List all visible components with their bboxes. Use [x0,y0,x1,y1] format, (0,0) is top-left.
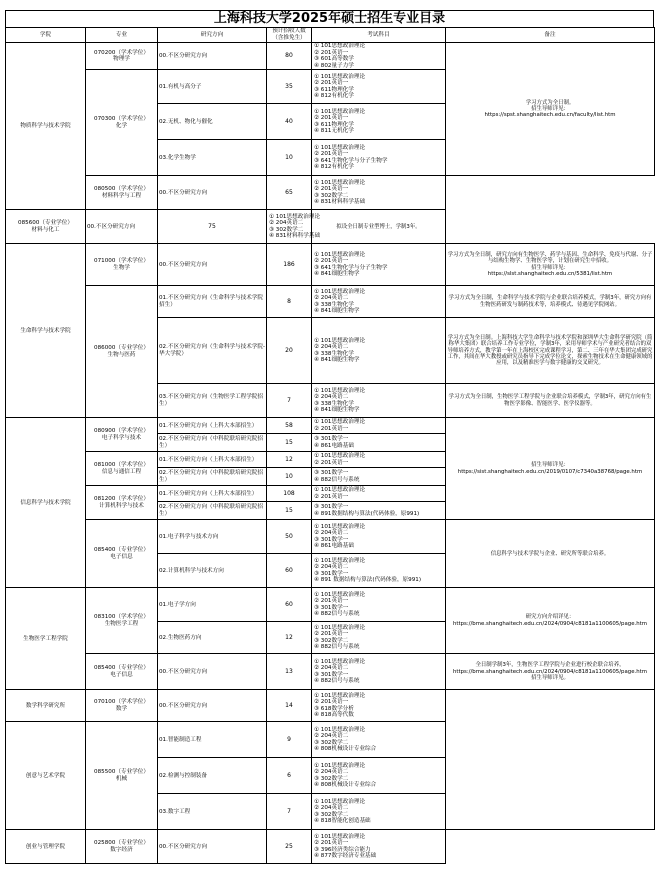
subjects-cell [312,486,446,502]
college-cell: 生命科学与技术学院 [6,244,86,418]
enrollment-cell: 7 [267,384,312,418]
subject-line: ② 204英语二 [314,769,349,776]
subject-line: ④ 882信号与系统 [314,678,360,685]
enrollment-cell: 15 [267,502,312,520]
subject-line: ② 201英语一 [314,115,349,122]
major-cell: 085600（专业学位） 材料与化工 [6,210,86,244]
subject-line: ② 201英语一 [314,425,349,432]
subject-line: ① 101思想政治理论 [314,453,366,460]
enrollment-cell: 186 [267,244,312,286]
enrollment-cell: 10 [267,468,312,486]
header-college: 学院 [6,28,86,43]
subject-line: ① 101思想政治理论 [314,726,366,733]
subjects-cell [312,622,446,654]
subject-line: ③ 302数学二 [269,226,304,233]
subject-line: ① 101思想政治理论 [314,487,366,494]
subject-line: ① 101思想政治理论 [314,658,366,665]
major-cell: 081200（学术学位） 计算机科学与技术 [86,486,158,520]
subject-line: ④ 841细胞生物学 [314,357,360,364]
enrollment-cell: 10 [267,140,312,176]
direction-cell: 02.不区分研究方向（生命科学与技术学院-华大学院） [158,318,267,384]
subject-line: ② 204英语二 [269,220,304,227]
subject-line: ② 201英语一 [314,80,349,87]
header-row [6,28,655,43]
subjects-cell [312,318,446,384]
direction-cell: 03.数字工程 [158,794,267,830]
direction-cell: 02.检测与控制装备 [158,758,267,794]
subject-line: ④ 841细胞生物学 [314,308,360,315]
subject-line: ③ 618数学分析 [314,705,354,712]
subject-line: ④ 861电路基础 [314,442,354,449]
table-row [6,520,655,554]
subject-line: ③ 301数学一 [314,470,349,477]
subjects-cell [312,43,446,70]
subjects-cell [312,286,446,318]
subject-line: ① 101思想政治理论 [314,833,366,840]
subject-line: ④ 841细胞生物学 [314,271,360,278]
subject-line: ① 101思想政治理论 [314,798,366,805]
subject-line: ④ 891数据结构与算法(代码体验，原991) [314,510,420,517]
subject-line: ③ 302数学二 [314,739,349,746]
subjects-cell [312,104,446,140]
subject-line: ③ 301数学一 [314,504,349,511]
direction-cell: 02.不区分研究方向（中科院联培研究院招生） [158,502,267,520]
subject-line: ② 201英语一 [314,459,349,466]
direction-cell: 01.电子学方向 [158,588,267,622]
enrollment-cell: 60 [267,554,312,588]
header-subjects: 考试科目 [312,28,446,43]
subject-line: ② 201英语一 [314,493,349,500]
subject-line: ③ 301数学一 [314,570,349,577]
subject-line: ① 101思想政治理论 [314,591,366,598]
subject-line: ① 101思想政治理论 [314,251,366,258]
enrollment-cell: 7 [267,794,312,830]
subjects-cell [267,210,321,244]
notes-cell: 信息科学与技术学院与企业、研究所等联合培养。 [446,520,655,588]
subject-line: ④ 882信号与系统 [314,476,360,483]
subject-line: ① 101思想政治理论 [314,179,366,186]
major-cell: 070200（学术学位） 物理学 [86,43,158,70]
subject-line: ① 101思想政治理论 [314,419,366,426]
subject-line: ② 201英语一 [314,186,349,193]
header-notes: 备注 [446,28,655,43]
subject-line: ① 101思想政治理论 [314,337,366,344]
major-cell: 070300（学术学位） 化学 [86,70,158,176]
college-cell: 生物医学工程学院 [6,588,86,690]
subject-line: ② 204英语二 [314,733,349,740]
subject-line: ③ 302数学二 [314,637,349,644]
subject-line: ① 101思想政治理论 [314,144,366,151]
subject-line: ② 204英语二 [314,344,349,351]
major-cell: 085500（专业学位） 机械 [86,722,158,830]
subject-line: ③ 338生物化学 [314,350,354,357]
subject-line: ③ 338生物化学 [314,301,354,308]
subject-line: ④ 861电路基础 [314,543,354,550]
notes-cell: 学习方式为全日制，生物医学工程学院与企业联合培养模式，学制3年，研究方向有生物医学影像、智能医学、医学仪器等。 [446,384,655,418]
subjects-cell [312,468,446,486]
table-row [6,654,655,690]
subject-line: ① 101思想政治理论 [314,288,366,295]
subjects-cell [312,452,446,468]
subject-line: ③ 396经济类综合能力 [314,846,371,853]
subject-line: ④ 831材料科学基础 [269,233,321,240]
table-row [6,176,655,210]
subject-line: ② 201英语一 [314,631,349,638]
enrollment-cell: 40 [267,104,312,140]
subject-line: ③ 338生物化学 [314,400,354,407]
notes-cell: 研究方向介绍详见： https://bme.shanghaitech.edu.cn/2024/0904/c8181a1100605/page.htm [446,588,655,654]
major-cell: 081000（学术学位） 信息与通信工程 [86,452,158,486]
subjects-cell [312,244,446,286]
subject-line: ④ 808机械设计专业综合 [314,782,377,789]
college-cell: 创业与管理学院 [6,830,86,864]
subject-line: ④ 877数字经济专业基础 [314,853,377,860]
subject-line: ④ 812有机化学 [314,93,354,100]
subjects-cell [312,140,446,176]
subject-line: ① 101思想政治理论 [314,624,366,631]
subject-line: ③ 601高等数学 [314,56,354,63]
subject-line: ① 101思想政治理论 [314,43,366,49]
subject-line: ④ 818高等代数 [314,712,354,719]
subject-line: ③ 611物理化学 [314,121,354,128]
subjects-cell [312,758,446,794]
subject-line: ② 204英语二 [314,665,349,672]
direction-cell: 01.电子科学与技术方向 [158,520,267,554]
table-row [6,244,655,286]
subject-line: ③ 641生物化学与分子生物学 [314,157,388,164]
major-cell: 086000（专业学位） 生物与医药 [86,286,158,418]
subject-line: ① 101思想政治理论 [314,73,366,80]
enrollment-cell: 13 [267,654,312,690]
subjects-cell [312,176,446,210]
subject-line: ② 201英语一 [314,49,349,56]
college-cell: 创意与艺术学院 [6,722,86,830]
subjects-cell [312,554,446,588]
subject-line: ④ 882信号与系统 [314,644,360,651]
direction-cell: 00.不区分研究方向 [158,690,267,722]
subject-line: ④ 831材料科学基础 [314,199,366,206]
notes-cell: 学习方式为全日制，研究方向有生物医学、药学与基因、生命科学、免疫与代谢、分子与结构生物学、生物医学等，计划在研究生中招收。 招生导师详见： https://slst.shanghaitech.edu.cn/5381/list.htm [446,244,655,286]
direction-cell: 01.不区分研究方向（上科大本部招生） [158,486,267,502]
subject-line: ① 101思想政治理论 [314,692,366,699]
subject-line: ② 201英语一 [314,258,349,265]
direction-cell: 00.不区分研究方向 [158,43,267,70]
direction-cell: 02.无机、物化与催化 [158,104,267,140]
direction-cell: 01.智能制造工程 [158,722,267,758]
direction-cell: 01.不区分研究方向（生命科学与技术学院招生） [158,286,267,318]
direction-cell: 00.不区分研究方向 [86,210,158,244]
subject-line: ③ 302数学二 [314,811,349,818]
direction-cell: 01.不区分研究方向（上科大本部招生） [158,418,267,434]
major-cell: 080900（学术学位） 电子科学与技术 [86,418,158,452]
notes-cell: 全日制学制3年，生物医学工程学院与企业进行校企联合培养， https://bme.shanghaitech.edu.cn/2024/0904/c8181a1100605/page.htm 招生导师详见。 [446,654,655,690]
subject-line: ① 101思想政治理论 [314,387,366,394]
subject-line: ③ 301数学一 [314,671,349,678]
subject-line: ④ 808机械设计专业综合 [314,746,377,753]
subjects-cell [312,722,446,758]
subject-line: ④ 882信号与系统 [314,611,360,618]
subject-line: ③ 302数学二 [314,775,349,782]
enrollment-cell: 35 [267,70,312,104]
subject-line: ③ 301数学一 [314,436,349,443]
subject-line: ① 101思想政治理论 [314,108,366,115]
subject-line: ② 201英语一 [314,151,349,158]
direction-cell: 00.不区分研究方向 [158,244,267,286]
notes-cell: 学习方式为全日制。 招生导师详见： https://spst.shanghaitech.edu.cn/faculty/list.htm [446,43,655,176]
major-cell: 085400（专业学位） 电子信息 [86,654,158,690]
header-enrollment: 预计招收人数（含推免生） [267,28,312,43]
subject-line: ③ 301数学一 [314,604,349,611]
direction-cell: 03.不区分研究方向（生物医学工程学院招生） [158,384,267,418]
subject-line: ① 101思想政治理论 [269,213,321,220]
subjects-cell [312,588,446,622]
subject-line: ③ 611物理化学 [314,86,354,93]
enrollment-cell: 12 [267,622,312,654]
enrollment-cell: 58 [267,418,312,434]
notes-cell [446,690,655,830]
enrollment-cell: 65 [267,176,312,210]
subject-line: ② 201英语一 [314,840,349,847]
direction-cell: 00.不区分研究方向 [158,654,267,690]
catalog-table [5,27,655,864]
subjects-cell [312,794,446,830]
table-row [6,43,655,70]
enrollment-cell: 25 [267,830,312,864]
major-cell: 025800（专业学位） 数字经济 [86,830,158,864]
enrollment-cell: 20 [267,318,312,384]
enrollment-cell: 14 [267,690,312,722]
subject-line: ② 204英语二 [314,564,349,571]
major-cell: 070100（学术学位） 数学 [86,690,158,722]
enrollment-cell: 108 [267,486,312,502]
subject-line: ① 101思想政治理论 [314,762,366,769]
subject-line: ① 101思想政治理论 [314,557,366,564]
direction-cell: 02.不区分研究方向（中科院联培研究院招生） [158,434,267,452]
direction-cell: 02.计算机科学与技术方向 [158,554,267,588]
direction-cell: 01.有机与高分子 [158,70,267,104]
subject-line: ③ 301数学一 [314,536,349,543]
table-row [6,588,655,622]
table-row [6,830,655,864]
table-row [6,690,655,722]
subjects-cell [312,520,446,554]
subject-line: ① 101思想政治理论 [314,523,366,530]
enrollment-cell: 80 [267,43,312,70]
enrollment-cell: 50 [267,520,312,554]
subject-line: ④ 818智能化创造基础 [314,818,371,825]
notes-cell: 学习方式为全日制。上海科技大学生命科学与技术学院和深圳华大生命科学研究院（简称华大集团）联合培养工作专业学位，学制3年，采用导师学术与产业研究者结合的双导师培养方式，教学第一年在上海校区完成课程学习，第二、三年在华大集团完成研究工作，其间在华大教授或研究员指导下完成学位论文，探索生物技术在生命健康领域的应用，以及精准医学与数字健康的交叉研究。 [446,318,655,384]
subjects-cell [312,690,446,722]
notes-cell: 招生导师详见： https://sist.shanghaitech.edu.cn/2019/0107/c7340a38768/page.htm [446,418,655,520]
college-cell: 数学科学研究所 [6,690,86,722]
subject-line: ④ 841细胞生物学 [314,407,360,414]
table-row [6,418,655,434]
enrollment-cell: 9 [267,722,312,758]
subject-line: ② 201英语一 [314,598,349,605]
enrollment-cell: 60 [267,588,312,622]
direction-cell: 02.不区分研究方向（中科院联培研究院招生） [158,468,267,486]
notes-cell: 拟设全日制专业型博士，学制3年。 [312,210,446,244]
major-cell: 083100（学术学位） 生物医学工程 [86,588,158,654]
catalog-body [6,43,655,864]
header-major: 专业 [86,28,158,43]
page-title: 上海科技大学2025年硕士招生专业目录 [5,10,654,28]
subjects-cell [312,70,446,104]
subject-line: ② 204英语二 [314,805,349,812]
direction-cell: 00.不区分研究方向 [158,830,267,864]
subject-line: ② 201英语一 [314,699,349,706]
subjects-cell [312,654,446,690]
direction-cell: 00.不区分研究方向 [158,176,267,210]
subject-line: ② 204英语二 [314,530,349,537]
major-cell: 080500（学术学位） 材料科学与工程 [86,176,158,210]
direction-cell: 03.化学生物学 [158,140,267,176]
subject-line: ④ 812有机化学 [314,164,354,171]
major-cell: 085400（专业学位） 电子信息 [86,520,158,588]
subjects-cell [312,384,446,418]
direction-cell: 01.不区分研究方向（上科大本部招生） [158,452,267,468]
major-cell: 071000（学术学位） 生物学 [86,244,158,286]
subject-line: ③ 641生物化学与分子生物学 [314,264,388,271]
subject-line: ② 204英语二 [314,295,349,302]
header-direction: 研究方向 [158,28,267,43]
subject-line: ④ 802量子力学 [314,62,354,69]
subject-line: ④ 811无机化学 [314,128,354,135]
subjects-cell [312,418,446,434]
subject-line: ④ 891 数据结构与算法(代码体验，原991) [314,577,422,584]
subjects-cell [312,502,446,520]
enrollment-cell: 8 [267,286,312,318]
direction-cell: 02.生物医药方向 [158,622,267,654]
college-cell: 信息科学与技术学院 [6,418,86,588]
subjects-cell [312,434,446,452]
notes-cell: 学习方式为全日制，生命科学与技术学院与企业联合培养模式，学制3年，研究方向有生物医药研发与制药技术等，培养模式、待遇见学院网站。 [446,286,655,318]
college-cell: 物质科学与技术学院 [6,43,86,210]
enrollment-cell: 6 [267,758,312,794]
subject-line: ② 204英语二 [314,394,349,401]
subjects-cell [312,830,446,864]
subject-line: ③ 302数学二 [314,192,349,199]
enrollment-cell: 12 [267,452,312,468]
enrollment-cell: 15 [267,434,312,452]
table-row [6,286,655,318]
enrollment-cell: 75 [158,210,267,244]
table-row [6,210,655,244]
